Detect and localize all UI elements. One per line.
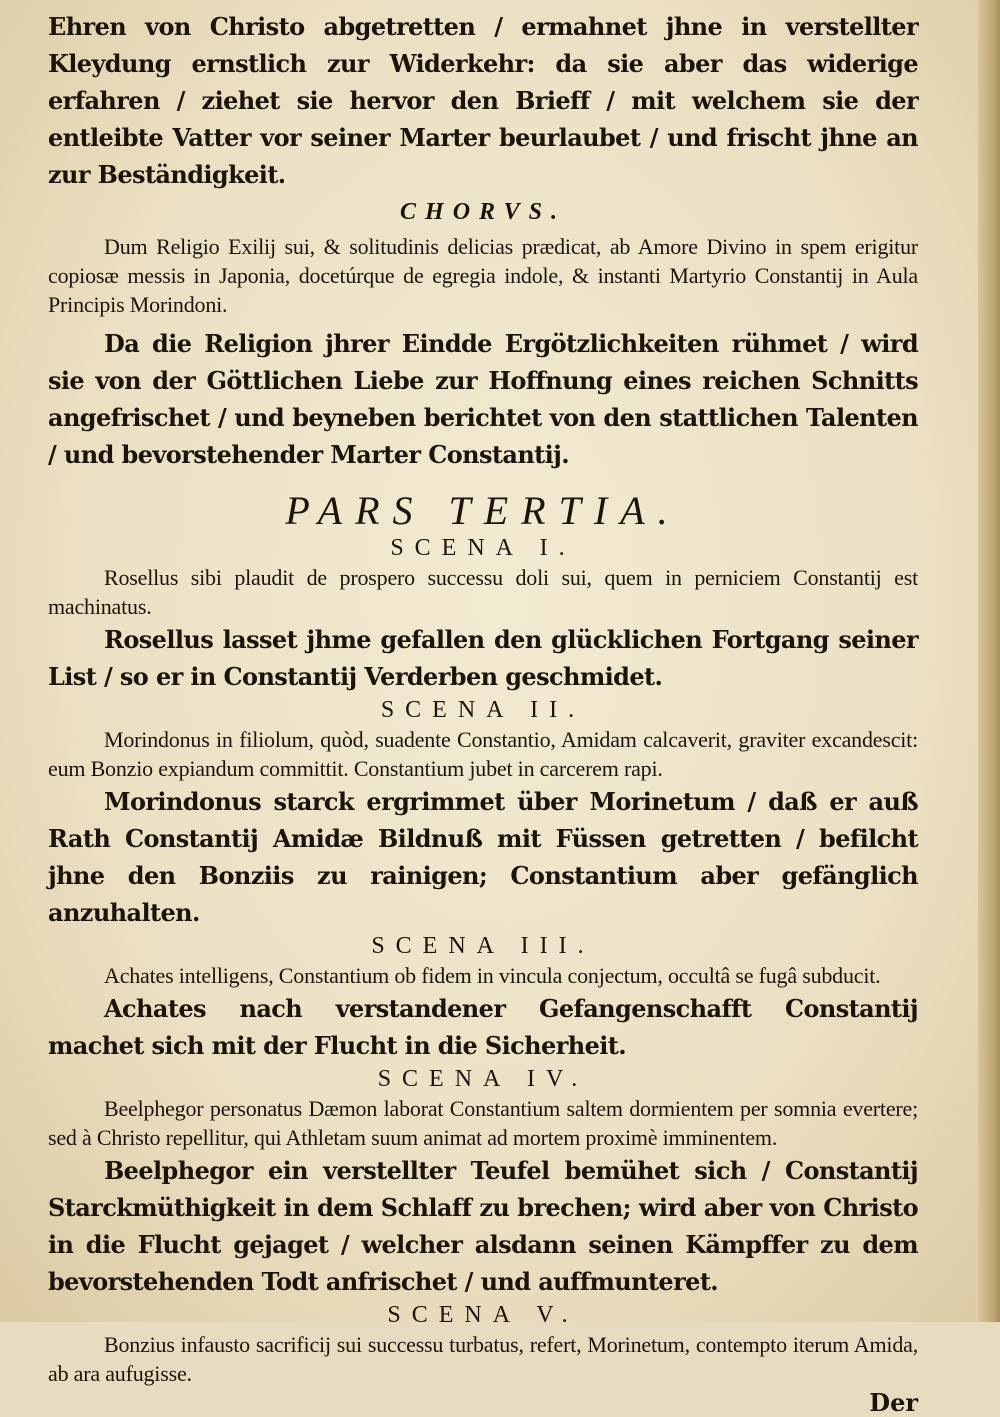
scene-3-latin: Achates intelligens, Constantium ob fidem in vincula conjectum, occultâ se fugâ subducit.: [104, 963, 881, 988]
scene-3-heading: SCENA III.: [371, 933, 595, 959]
catchword: Der: [869, 1388, 918, 1417]
scene-4-german: Beelphegor ein verstellter Teufel bemühet sich / Constantij Starckmüthigkeit in dem Schlaff zu brechen; wird aber von Christo in die Flucht gejaget / welcher alsdann seinen Kämpffer zu dem bevorstehenden Todt anfrischet / und auffmunteret.: [48, 1156, 918, 1296]
scene-1-heading: SCENA I.: [390, 535, 576, 561]
scene-5-latin: Bonzius infausto sacrificij sui successu turbatus, refert, Morinetum, contempto iterum Amida, ab ara aufugisse.: [48, 1332, 918, 1386]
scene-1-german: Rosellus lasset jhme gefallen den glücklichen Fortgang seiner List / so er in Constantij Verderben geschmidet.: [48, 625, 918, 691]
scene-4-heading: SCENA IV.: [377, 1066, 589, 1092]
page-text: [48, 8, 918, 1417]
scene-1-latin: Rosellus sibi plaudit de prospero successu doli sui, quem in perniciem Constantij est machinatus.: [48, 565, 918, 619]
scene-2-german: Morindonus starck ergrimmet über Morinetum / daß er auß Rath Constantij Amidæ Bildnuß mit Füssen getretten / befilcht jhne den Bonziis zu rainigen; Constantium aber gefänglich anzuhalten.: [48, 787, 918, 927]
chorus-german: Da die Religion jhrer Eindde Ergötzlichkeiten rühmet / wird sie von der Göttlichen Liebe zur Hoffnung eines reichen Schnitts angefrischet / und beyneben berichtet von den stattlichen Talenten / und bevorstehender Marter Constantij.: [48, 329, 918, 469]
chorus-heading: CHORVS.: [400, 199, 566, 225]
scene-4-latin: Beelphegor personatus Dæmon laborat Constantium saltem dormientem per somnia evertere; sed à Christo repellitur, qui Athletam suum animat ad mortem proximè imminentem.: [48, 1096, 918, 1150]
pars-heading: PARS TERTIA.: [285, 488, 681, 533]
scene-2-heading: SCENA II.: [380, 697, 586, 723]
scene-5-heading: SCENA V.: [387, 1302, 579, 1328]
chorus-latin: Dum Religio Exilij sui, & solitudinis delicias prædicat, ab Amore Divino in spem erigitur copiosæ messis in Japonia, docetúrque de egregia indole, & instanti Martyrio Constantij in Aula Principis Morindoni.: [48, 234, 918, 317]
intro-paragraph: Ehren von Christo abgetretten / ermahnet jhne in verstellter Kleydung ernstlich zur Widerkehr: da sie aber das widerige erfahren / ziehet sie hervor den Brieff / mit welchem sie der entleibte Vatter vor seiner Marter beurlaubet / und frischt jhne an zur Beständigkeit.: [48, 12, 918, 189]
scene-3-german: Achates nach verstandener Gefangenschafft Constantij machet sich mit der Flucht in die Sicherheit.: [48, 994, 918, 1060]
page-edge: [978, 0, 1000, 1322]
scene-2-latin: Morindonus in filiolum, quòd, suadente Constantio, Amidam calcaverit, graviter excandescit: eum Bonzio expiandum committit. Constantium jubet in carcerem rapi.: [48, 727, 918, 781]
